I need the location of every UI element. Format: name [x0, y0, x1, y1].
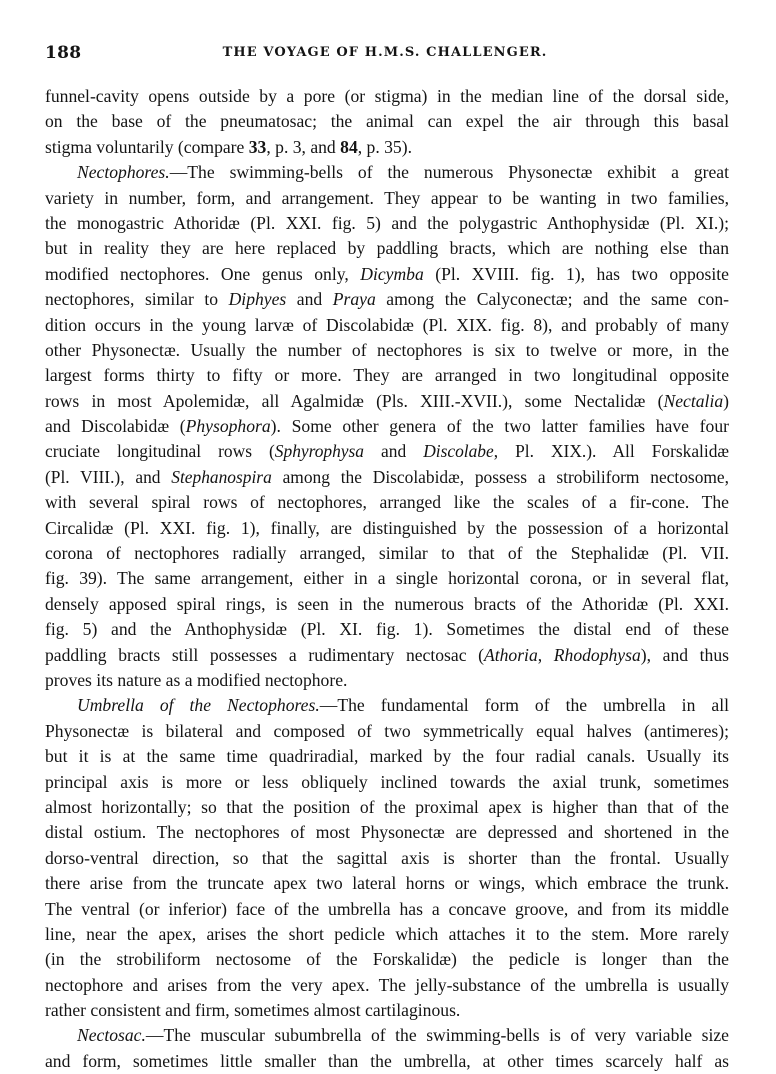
text-line: [45, 338, 729, 363]
text-run: , p. 35).: [357, 136, 412, 157]
text-line: [45, 719, 729, 744]
bold-run: 84: [340, 136, 358, 157]
text-line: [45, 820, 729, 845]
italic-run: Physophora: [185, 416, 271, 437]
text-line: [45, 973, 729, 998]
text-run: cruciate longitudinal rows (: [45, 441, 275, 462]
page-number: 188: [45, 43, 82, 63]
text-line: [45, 871, 729, 896]
text-line: [45, 109, 729, 134]
text-run: —The fundamental form of the umbrella in all: [319, 695, 729, 716]
text-run: , Pl. XIX.). All Forskalidæ: [493, 441, 729, 462]
text-line: [45, 668, 729, 693]
text-line: [45, 262, 729, 287]
italic-run: Sphyrophysa: [274, 441, 364, 462]
text-line: [45, 922, 729, 947]
text-line: [45, 516, 729, 541]
text-line: [45, 363, 729, 388]
text-run: nectophores, similar to: [45, 289, 229, 310]
text-run: fig. 39). The same arrangement, either in a single horizontal corona, or in several flat,: [45, 568, 729, 589]
text-run: Circalidæ (Pl. XXI. fig. 1), finally, are distinguished by the possession of a horizontal: [45, 517, 729, 538]
text-run: but in reality they are here replaced by paddling bracts, which are nothing else than: [45, 238, 729, 259]
text-run: rather consistent and firm, sometimes almost cartilaginous.: [45, 1000, 461, 1021]
text-run: dorso-ventral direction, so that the sagittal axis is shorter than the frontal. Usually: [45, 847, 729, 868]
running-title: THE VOYAGE OF H.M.S. CHALLENGER.: [222, 45, 548, 60]
text-run: , p. 3, and: [266, 136, 341, 157]
text-line: [45, 998, 729, 1023]
italic-run: Praya: [332, 289, 376, 310]
text-line: [45, 84, 729, 109]
text-line: [45, 414, 729, 439]
text-line: [45, 1023, 729, 1048]
text-run: distal ostium. The nectophores of most Physonectæ are depressed and shortened in the: [45, 822, 729, 843]
text-run: among the Calyconectæ; and the same con-: [375, 289, 729, 310]
text-run: almost horizontally; so that the position of the proximal apex is higher than that of the: [45, 796, 729, 817]
paragraph: [45, 1023, 729, 1074]
text-line: [45, 439, 729, 464]
text-run: —The muscular subumbrella of the swimming-bells is of very variable size: [145, 1025, 729, 1046]
text-line: [45, 897, 729, 922]
bold-run: 33: [248, 136, 267, 157]
text-line: [45, 693, 729, 718]
text-run: the monogastric Athoridæ (Pl. XXI. fig. 5) and the polygastric Anthophysidæ (Pl. XI.);: [45, 212, 729, 233]
text-run: and: [364, 441, 424, 462]
paragraph: [45, 160, 729, 693]
text-run: funnel-cavity opens outside by a pore (or stigma) in the median line of the dorsal side,: [45, 86, 729, 106]
text-run: principal axis is more or less obliquely inclined towards the axial trunk, sometimes: [45, 771, 729, 792]
text-run: rows in most Apolemidæ, all Agalmidæ (Pls. XIII.-XVII.), some Nectalidæ (: [45, 390, 664, 411]
text-run: largest forms thirty to fifty or more. They are arranged in two longitudinal opposite: [45, 365, 729, 386]
text-run: stigma voluntarily (compare: [45, 136, 249, 157]
text-line: [45, 643, 729, 668]
text-line: [45, 947, 729, 972]
text-run: The ventral (or inferior) face of the umbrella has a concave groove, and from its middle: [45, 898, 729, 919]
text-line: [45, 770, 729, 795]
text-run: (Pl. VIII.), and: [45, 466, 172, 487]
text-line: [45, 160, 729, 185]
text-line: [45, 846, 729, 871]
text-run: among the Discolabidæ, possess a strobiliform nectosome,: [271, 466, 729, 487]
text-run: ,: [537, 644, 554, 665]
body-text: [45, 84, 729, 1074]
text-run: (in the strobiliform nectosome of the Forskalidæ) the pedicle is longer than the: [45, 949, 729, 970]
text-run: line, near the apex, arises the short pedicle which attaches it to the stem. More rarely: [45, 923, 729, 944]
text-line: [45, 617, 729, 642]
text-line: [45, 566, 729, 591]
text-line: [45, 490, 729, 515]
text-run: but it is at the same time quadriradial, marked by the four radial canals. Usually its: [45, 746, 729, 767]
italic-run: Nectalia: [663, 390, 724, 411]
text-run: and Discolabidæ (: [45, 416, 186, 437]
text-line: [45, 744, 729, 769]
text-run: modified nectophores. One genus only,: [45, 263, 361, 284]
paragraph: [45, 84, 729, 160]
text-line: [45, 541, 729, 566]
text-line: [45, 236, 729, 261]
text-line: [45, 186, 729, 211]
italic-run: Umbrella of the Nectophores.: [77, 695, 320, 716]
text-run: ). Some other genera of the two latter families have four: [270, 416, 729, 437]
italic-run: Nectophores.: [77, 162, 170, 183]
italic-run: Diphyes: [228, 289, 287, 310]
text-run: (Pl. XVIII. fig. 1), has two opposite: [423, 263, 729, 284]
text-run: nectophore and arises from the very apex. The jelly-substance of the umbrella is usually: [45, 974, 729, 995]
text-run: with several spiral rows of nectophores, arranged like the scales of a fir-cone. The: [45, 492, 729, 513]
text-run: other Physonectæ. Usually the number of nectophores is six to twelve or more, in the: [45, 339, 729, 360]
text-run: on the base of the pneumatosac; the animal can expel the air through this basal: [45, 111, 729, 132]
text-run: paddling bracts still possesses a rudimentary nectosac (: [45, 644, 484, 665]
italic-run: Discolabe: [423, 441, 494, 462]
text-run: there arise from the truncate apex two lateral horns or wings, which embrace the trunk.: [45, 873, 729, 894]
text-line: [45, 287, 729, 312]
italic-run: Dicymba: [360, 263, 424, 284]
text-line: [45, 313, 729, 338]
text-line: [45, 211, 729, 236]
text-run: variety in number, form, and arrangement. They appear to be wanting in two families,: [45, 187, 729, 208]
text-run: fig. 5) and the Anthophysidæ (Pl. XI. fig. 1). Sometimes the distal end of these: [45, 619, 729, 640]
text-line: [45, 135, 729, 160]
text-run: dition occurs in the young larvæ of Discolabidæ (Pl. XIX. fig. 8), and probably of many: [45, 314, 729, 335]
text-run: corona of nectophores radially arranged, similar to that of the Stephalidæ (Pl. VII.: [45, 543, 729, 564]
text-run: ): [723, 390, 729, 411]
text-line: [45, 465, 729, 490]
text-run: and form, sometimes little smaller than the umbrella, at other times scarcely half as: [45, 1050, 729, 1071]
italic-run: Nectosac.: [77, 1025, 146, 1046]
page-header: [45, 43, 725, 67]
italic-run: Athoria: [483, 644, 538, 665]
text-run: —The swimming-bells of the numerous Physonectæ exhibit a great: [169, 162, 729, 183]
text-line: [45, 592, 729, 617]
text-line: [45, 795, 729, 820]
paragraph: [45, 693, 729, 1023]
italic-run: Rhodophysa: [553, 644, 641, 665]
text-run: ), and thus: [640, 644, 729, 665]
text-line: [45, 1049, 729, 1074]
italic-run: Stephanospira: [171, 466, 272, 487]
text-run: densely apposed spiral rings, is seen in the numerous bracts of the Athoridæ (Pl. XXI.: [45, 593, 729, 614]
text-run: proves its nature as a modified nectophore.: [45, 669, 348, 690]
text-run: and: [286, 289, 333, 310]
text-run: Physonectæ is bilateral and composed of two symmetrically equal halves (antimeres);: [45, 720, 729, 741]
text-line: [45, 389, 729, 414]
